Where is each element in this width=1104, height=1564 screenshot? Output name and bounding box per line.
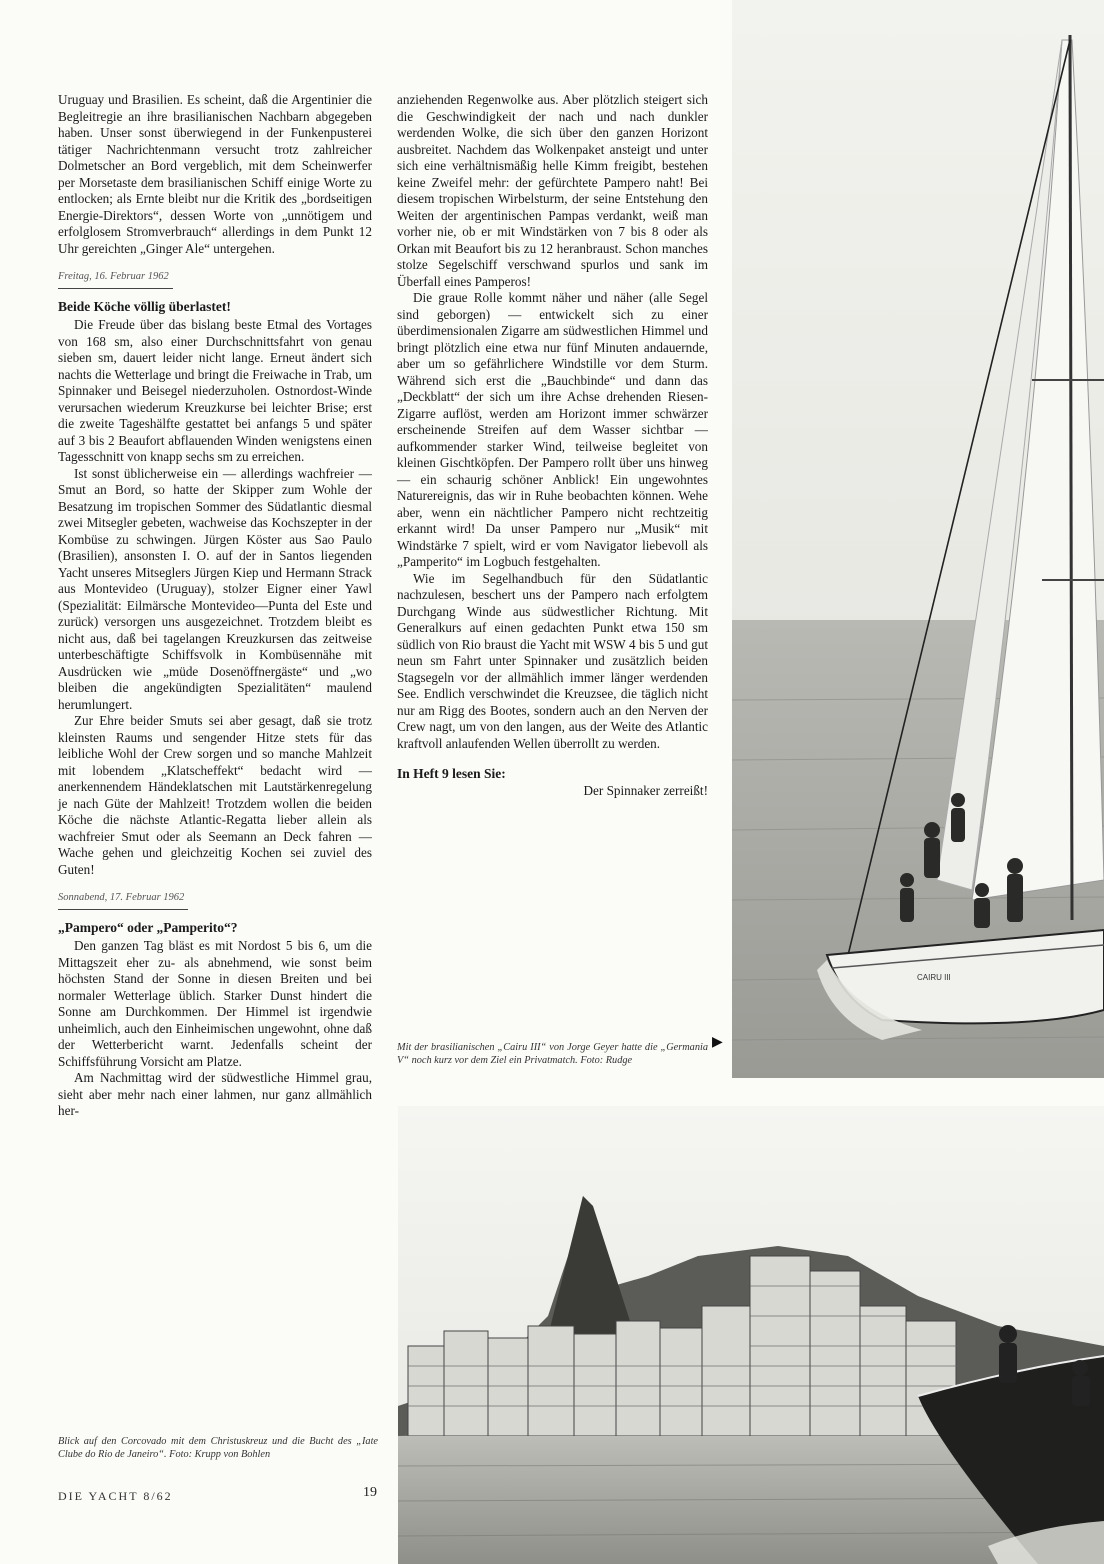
section-heading: Beide Köche völlig überlastet! <box>58 298 231 314</box>
body-paragraph: Die Freude über das bislang beste Etmal des Vortages von 168 sm, also einer Durchschnittsfahrt von genau sieben sm, dauert leider nicht lange. Erneut ändert sich nachts die Wetterlage und bringt die Freiwache in Trab, um Spinnaker und Beisegel niederzuholen. Ostnordost-Winde verursachen wiederum Kreuzkurse bei leichter Brise; erst die zweite Tageshälfte gestattet bei anfangs 5 und später auf 3 bis 2 Beaufort abflauenden Winden wenigstens einen Tagesschnitt von knapp sechs sm zu erreichen. <box>58 317 372 464</box>
yacht-photo <box>732 0 1104 1078</box>
text-column-middle <box>397 92 708 799</box>
body-paragraph: Ist sonst üblicherweise ein — allerdings wachfreier — Smut an Bord, so hatte der Skipper zum Wohle der Besatzung im tropischen Sommer des Südatlantic diesmal zwei Mitsegler gebeten, wachweise das Kochszepter in der Kombüse zu schwingen. Jürgen Köster aus Sao Paulo (Brasilien), ansonsten I. O. auf der in Santos liegenden Yacht unseres Mitseglers Jürgen Kiep und Hermann Strack aus Montevideo (Uruguay), stolzer Eigner einer Yawl (Spezialität: Eilmärsche Montevideo—Punta del Este und zurück) versorgen uns ausgezeichnet. Trotzdem bleibt es nicht aus, daß bei tagelangen Kreuzkursen das zeitweise unterbeschäftigte Schiffsvolk in Kombüsennähe mit Ausdrücken wie „müde Dosenöffnergäste“ und „wo bleiben die angekündigten Spezialitäten“ maulend herumlungert. <box>58 465 372 712</box>
section-heading: „Pampero“ oder „Pamperito“? <box>58 919 238 935</box>
caption-arrow-icon: ▶ <box>712 1035 723 1050</box>
magazine-footer: DIE YACHT 8/62 <box>58 1489 173 1503</box>
next-issue-heading: In Heft 9 lesen Sie: <box>397 766 506 781</box>
next-issue-title: Der Spinnaker zerreißt! <box>583 782 708 798</box>
dateline: Sonnabend, 17. Februar 1962 <box>58 890 188 910</box>
body-paragraph: anziehenden Regenwolke aus. Aber plötzlich steigert sich die Geschwindigkeit der nach und nach dunkler werdenden Wolke, die sich über den ganzen Horizont ausbreitet. Nachdem das Wolkenpaket ansteigt und unter sich eine verhältnismäßig helle Kimm freigibt, bestehen keine Zweifel mehr: der gefürchtete Pampero naht! Bei diesem tropischen Wirbelsturm, der seine Entstehung den Weiten der argentinischen Pampas verdankt, weiß man vorher nie, ob er mit Windstärken von 7 bis 8 oder als Orkan mit Beaufort bis zu 12 heranbraust. Schon manches stolze Segelschiff verschwand spurlos und sank im Überfall eines Pamperos! <box>397 92 708 289</box>
body-paragraph: Uruguay und Brasilien. Es scheint, daß die Argentinier die Begleitregie an ihre brasilianischen Nachbarn abgegeben haben. Unser sonst überwiegend in der Funkenpusterei tätiger Nachrichtenmann versucht trotz zahlreicher Dolmetscher an Bord vergeblich, mit dem Scheinwerfer per Morsetaste dem brasilianischen Schiff einige Worte zu entlocken; als Ernte bleibt nur die Kritik des „bordseitigen Energie-Direktors“, dessen Worte von „unnötigem und erfolglosem Stromverbrauch“ allerdings in dem Punkt 12 Uhr gereichten „Ginger Ale“ untergehen. <box>58 92 372 256</box>
body-paragraph: Den ganzen Tag bläst es mit Nordost 5 bis 6, um die Mittagszeit eher zu- als abnehmend, wie sonst beim höchsten Stand der Sonne in diesen Breiten und bei normaler Wetterlage üblich. Starker Dunst hindert die Sonne am Durchkommen. Der Himmel ist irgendwie unheimlich, auch den Einheimischen ungewohnt, ohne daß der Wetterbericht warnt. Jedenfalls scheint der Schiffsführung Vorsicht am Platze. <box>58 938 372 1069</box>
page-number: 19 <box>363 1485 377 1500</box>
text-column-left <box>58 92 372 1120</box>
body-paragraph: Am Nachmittag wird der südwestliche Himmel grau, sieht aber mehr nach einer lahmen, nur ganz allmählich her- <box>58 1070 372 1118</box>
body-paragraph: Zur Ehre beider Smuts sei aber gesagt, daß sie trotz kleinsten Raums und sengender Hitze stets für das leibliche Wohl der Crew sorgen und so manche Mahlzeit mit lobendem „Klatscheffekt“ bedacht wird — anerkennendem Händeklatschen mit Lautstärkenregelung je nach Güte der Mahlzeit! Trotzdem wollen die beiden Köche die nächste Atlantic-Regatta lieber allein als wachfreier Smut oder als Seemann an Deck fahren — Wache gehen und gleichzeitig Kochen sei zuviel des Guten! <box>58 713 372 877</box>
body-paragraph: Die graue Rolle kommt näher und näher (alle Segel sind geborgen) — entwickelt sich zu einer überdimensionalen Zigarre am südwestlichen Himmel und bringt plötzlich eine etwa nur fünf Minuten andauernde, aber um so gefährlichere Windstille vor dem Sturm. Während sich erst die „Bauchbinde“ und dann das „Deckblatt“ der sich um ihre Achse drehenden Riesen-Zigarre auflöst, werden am Horizont immer schwärzer erscheinende Streifen auf dem Wasser sichtbar — aufkommender starker Wind, teilweise begleitet von kleinen Gischtköpfen. Der Pampero rollt über uns hinweg — ein schaurig schöner Anblick! Ein ungewohntes Naturereignis, das wir in Ruhe beobachten können. Wehe aber, wenn ein nächtlicher Pampero nicht rechtzeitig erkannt wird! Da unser Pampero nur „Musik“ mit Windstärke 7 spielt, wird er vom Navigator liebevoll als „Pamperito“ im Logbuch festgehalten. <box>397 290 708 569</box>
photo-caption-rio: Blick auf den Corcovado mit dem Christuskreuz und die Bucht des „Iate Clube do Rio de Janeiro“. Foto: Krupp von Bohlen <box>58 1436 378 1460</box>
body-paragraph: Wie im Segelhandbuch für den Südatlantic nachzulesen, beschert uns der Pampero nach erfolgtem Durchgang Winde aus südwestlicher Richtung. Mit Generalkurs auf einen gedachten Punkt etwa 150 sm südlich von Rio braust die Yacht mit WSW 4 bis 5 und gut neun sm Fahrt unter Spinnaker und zusätzlich beiden Stagsegeln vor der allmählich immer länger werdenden See. Endlich verschwindet die Kreuzsee, die täglich nicht nur am Rigg des Bootes, sondern auch an den Nerven der Crew nagt, um von den langen, aus der Weite des Atlantic kraftvoll anlaufenden Wellen überrollt zu werden. <box>397 570 708 751</box>
hull-name-label: CAIRU III <box>917 973 951 982</box>
photo-caption-yacht: Mit der brasilianischen „Cairu III“ von Jorge Geyer hatte die „Germania V“ noch kurz vor dem Ziel ein Privatmatch. Foto: Rudge <box>397 1042 708 1066</box>
rio-bay-photo <box>398 1106 1104 1564</box>
dateline: Freitag, 16. Februar 1962 <box>58 269 173 289</box>
